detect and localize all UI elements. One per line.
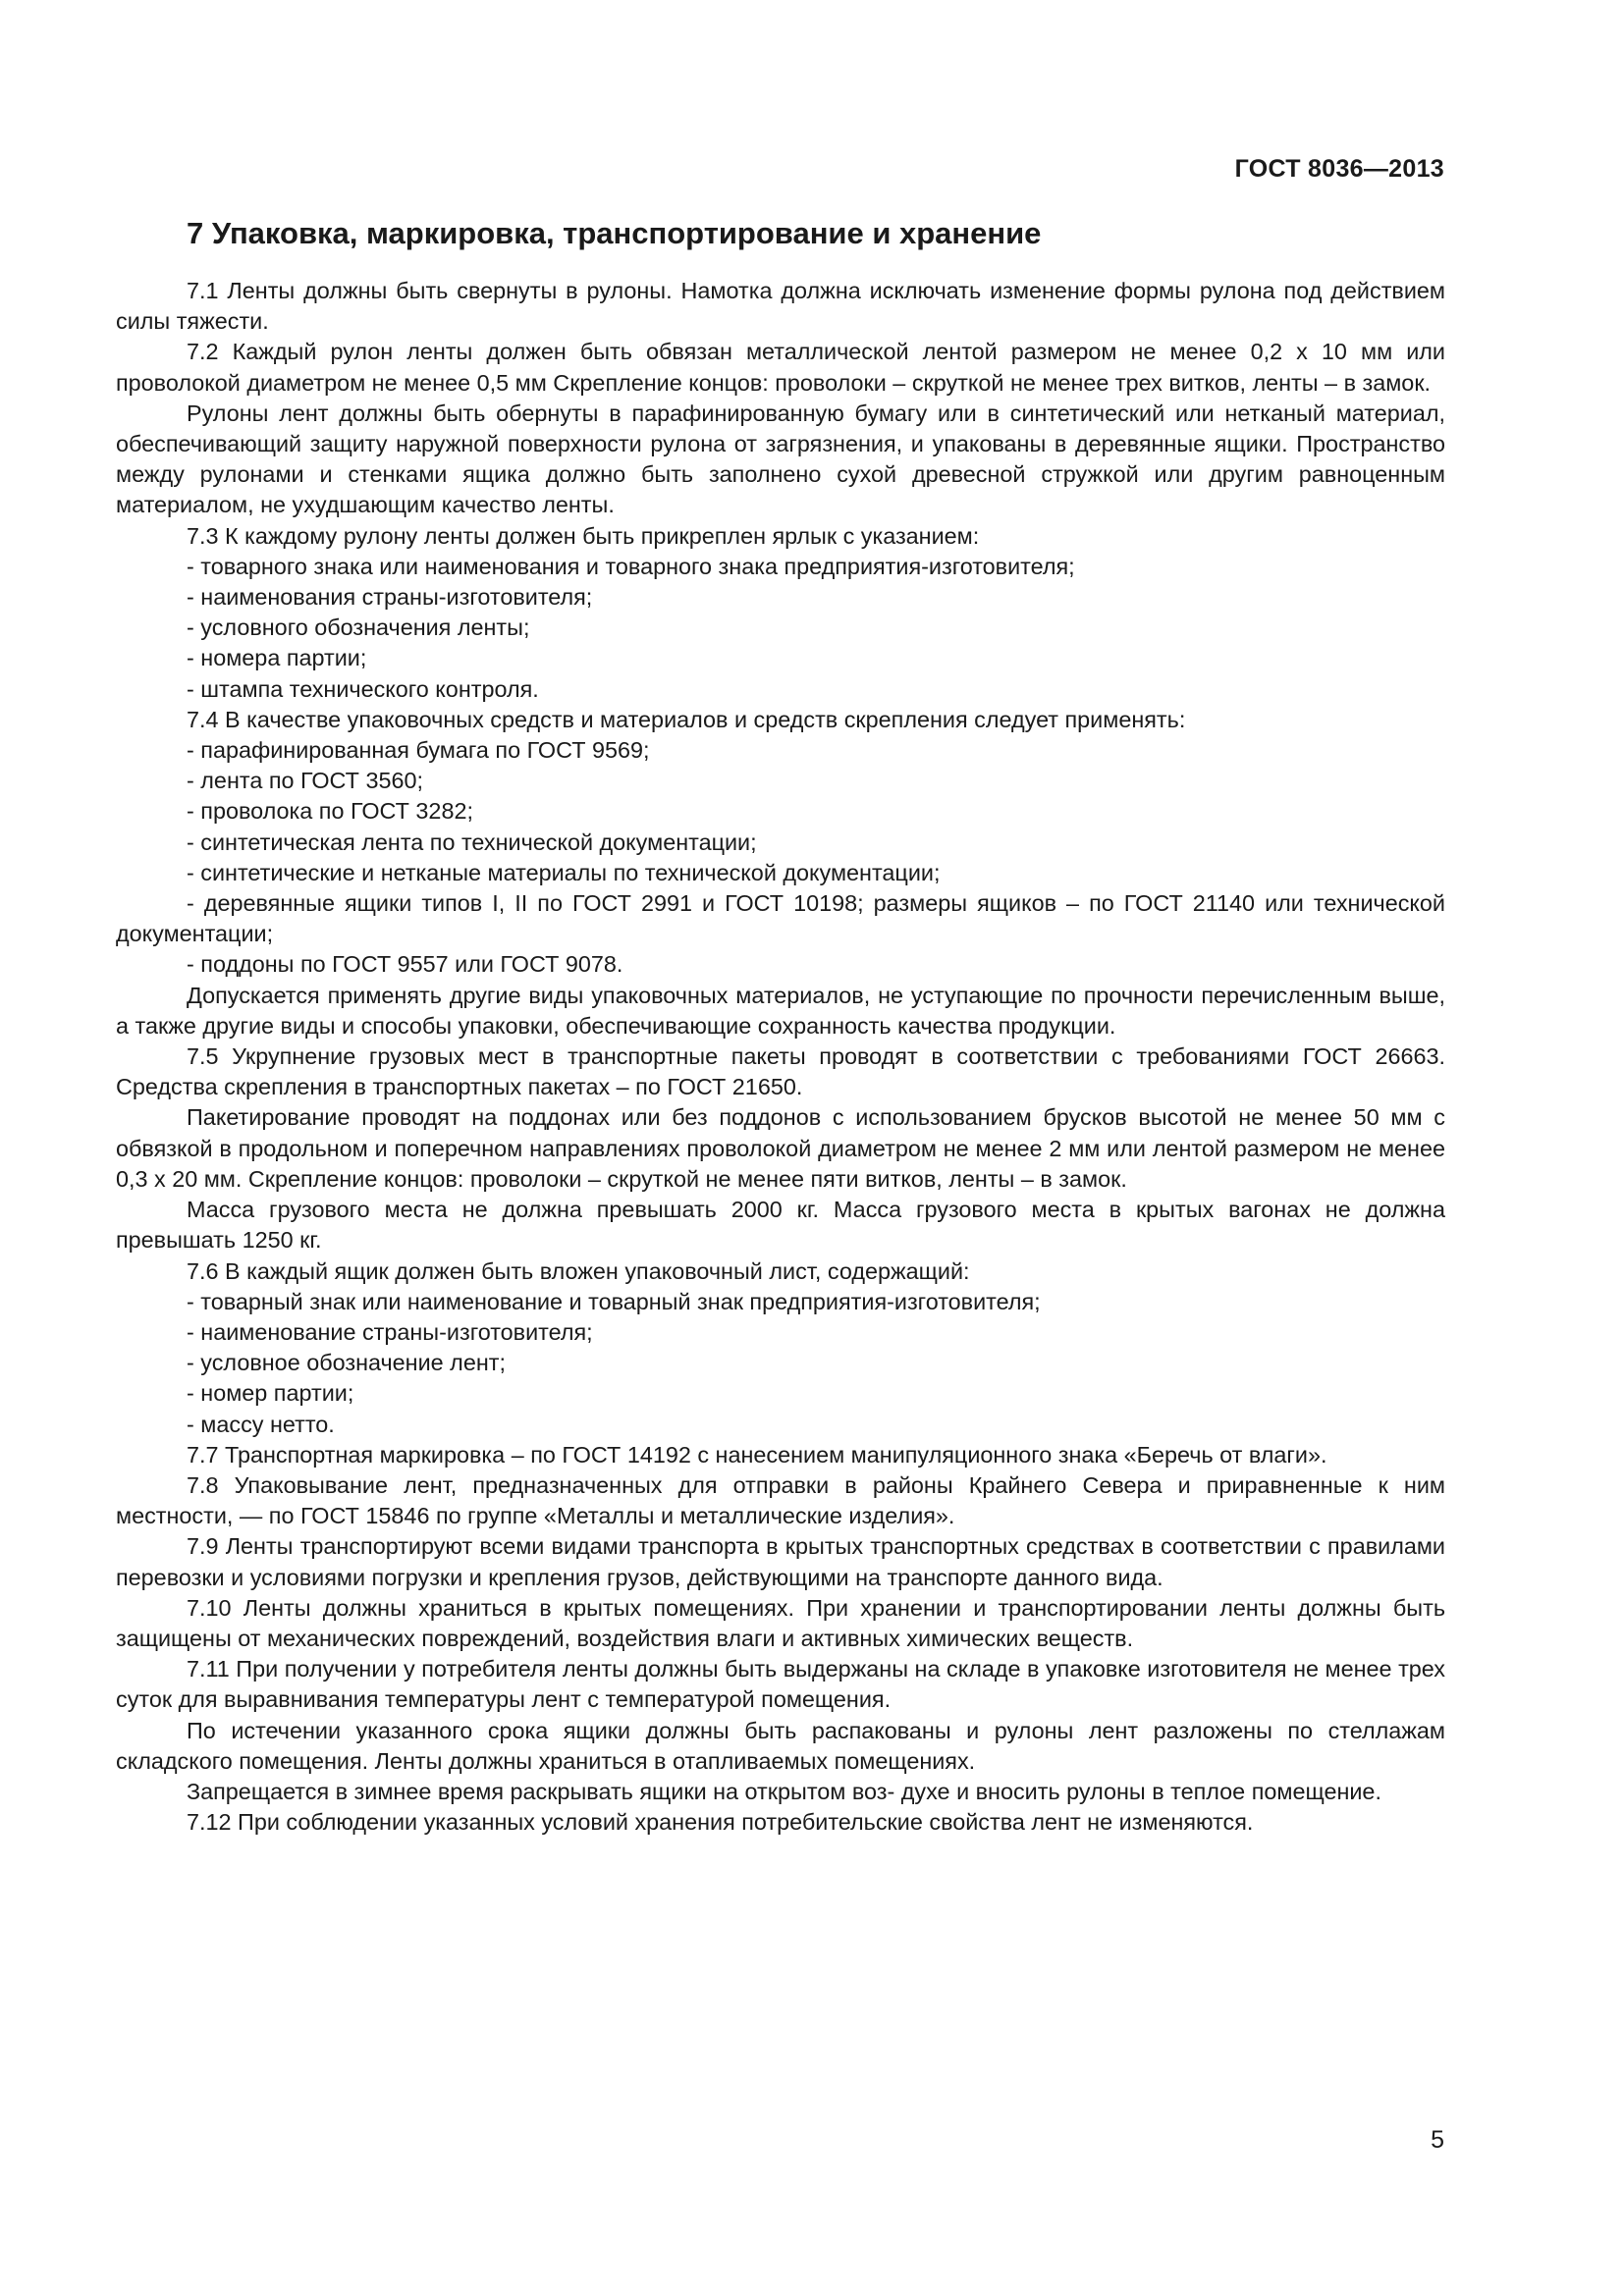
paragraph: Рулоны лент должны быть обернуты в парафинированную бумагу или в синтетический или нетканый материал, обеспечивающий защиту наружной поверхности рулона от загрязнения, и упакованы в деревянные ящики. Пространство между рулонами и стенками ящика должно быть заполнено сухой древесной стружкой или другим равноценным материалом, не ухудшающим качество ленты. bbox=[116, 400, 1445, 518]
list-item: - штампа технического контроля. bbox=[187, 675, 539, 702]
paragraph: Запрещается в зимнее время раскрывать ящики на открытом воз- духе и вносить рулоны в теплое помещение. bbox=[187, 1778, 1381, 1804]
paragraph: 7.3 К каждому рулону ленты должен быть прикреплен ярлык с указанием: bbox=[187, 522, 980, 549]
paragraph: 7.8 Упаковывание лент, предназначенных для отправки в районы Крайнего Севера и приравненные к ним местности, — по ГОСТ 15846 по группе «Металлы и металлические изделия». bbox=[116, 1471, 1445, 1529]
list-item: - номер партии; bbox=[187, 1380, 354, 1407]
list-item: - синтетическая лента по технической документации; bbox=[187, 828, 757, 855]
paragraph: Допускается применять другие виды упаковочных материалов, не уступающие по прочности перечисленным выше, а также другие виды и способы упаковки, обеспечивающие сохранность качества продукции. bbox=[116, 982, 1445, 1039]
list-item: - массу нетто. bbox=[187, 1411, 335, 1437]
page-number: 5 bbox=[1431, 2126, 1444, 2154]
list-item: - наименования страны-изготовителя; bbox=[187, 584, 593, 611]
paragraph: 7.2 Каждый рулон ленты должен быть обвязан металлической лентой размером не менее 0,2 х 10 мм или проволокой диаметром не менее 0,5 мм Скрепление концов: проволоки – скруткой не менее трех витков, ленты – в замок. bbox=[116, 339, 1445, 396]
list-item: - деревянные ящики типов I, II по ГОСТ 2991 и ГОСТ 10198; размеры ящиков – по ГОСТ 21140 или технической документации; bbox=[116, 890, 1445, 947]
paragraph: 7.1 Ленты должны быть свернуты в рулоны. Намотка должна исключать изменение формы рулона под действием силы тяжести. bbox=[116, 278, 1445, 335]
list-item: - синтетические и нетканые материалы по технической документации; bbox=[187, 859, 941, 885]
list-item: - товарного знака или наименования и товарного знака предприятия-изготовителя; bbox=[187, 553, 1075, 579]
list-item: - товарный знак или наименование и товарный знак предприятия-изготовителя; bbox=[187, 1288, 1041, 1314]
paragraph: 7.6 В каждый ящик должен быть вложен упаковочный лист, содержащий: bbox=[187, 1257, 970, 1284]
paragraph: 7.4 В качестве упаковочных средств и материалов и средств скрепления следует применять: bbox=[187, 706, 1186, 732]
paragraph: 7.5 Укрупнение грузовых мест в транспортные пакеты проводят в соответствии с требованиями ГОСТ 26663. Средства скрепления в транспортных пакетах – по ГОСТ 21650. bbox=[116, 1043, 1445, 1100]
list-item: - поддоны по ГОСТ 9557 или ГОСТ 9078. bbox=[187, 951, 623, 978]
list-item: - условного обозначения ленты; bbox=[187, 614, 530, 641]
paragraph: Масса грузового места не должна превышать 2000 кг. Масса грузового места в крытых вагонах не должна превышать 1250 кг. bbox=[116, 1197, 1445, 1254]
list-item: - парафинированная бумага по ГОСТ 9569; bbox=[187, 737, 650, 764]
document-code: ГОСТ 8036—2013 bbox=[1234, 155, 1444, 183]
paragraph: 7.12 При соблюдении указанных условий хранения потребительские свойства лент не изменяются. bbox=[187, 1809, 1254, 1836]
paragraph: 7.10 Ленты должны храниться в крытых помещениях. При хранении и транспортировании ленты должны быть защищены от механических повреждений, воздействия влаги и активных химических веществ. bbox=[116, 1594, 1445, 1651]
list-item: - наименование страны-изготовителя; bbox=[187, 1318, 593, 1345]
section-body bbox=[116, 276, 1445, 1838]
paragraph: 7.7 Транспортная маркировка – по ГОСТ 14192 с нанесением манипуляционного знака «Беречь от влаги». bbox=[187, 1441, 1327, 1468]
list-item: - проволока по ГОСТ 3282; bbox=[187, 798, 473, 825]
paragraph: 7.11 При получении у потребителя ленты должны быть выдержаны на складе в упаковке изготовителя не менее трех суток для выравнивания температуры лент с температурой помещения. bbox=[116, 1656, 1445, 1713]
paragraph: 7.9 Ленты транспортируют всеми видами транспорта в крытых транспортных средствах в соответствии с правилами перевозки и условиями погрузки и крепления грузов, действующими на транспорте данного вида. bbox=[116, 1533, 1445, 1590]
list-item: - номера партии; bbox=[187, 645, 367, 671]
list-item: - лента по ГОСТ 3560; bbox=[187, 768, 423, 794]
section-title: 7 Упаковка, маркировка, транспортирование и хранение bbox=[187, 216, 1042, 250]
list-item: - условное обозначение лент; bbox=[187, 1350, 506, 1376]
paragraph: Пакетирование проводят на поддонах или без поддонов с использованием брусков высотой не менее 50 мм с обвязкой в продольном и поперечном направлениях проволокой диаметром не менее 2 мм или лентой размером не менее 0,3 х 20 мм. Скрепление концов: проволоки – скруткой не менее пяти витков, ленты – в замок. bbox=[116, 1104, 1445, 1192]
paragraph: По истечении указанного срока ящики должны быть распакованы и рулоны лент разложены по стеллажам складского помещения. Ленты должны храниться в отапливаемых помещениях. bbox=[116, 1717, 1445, 1774]
